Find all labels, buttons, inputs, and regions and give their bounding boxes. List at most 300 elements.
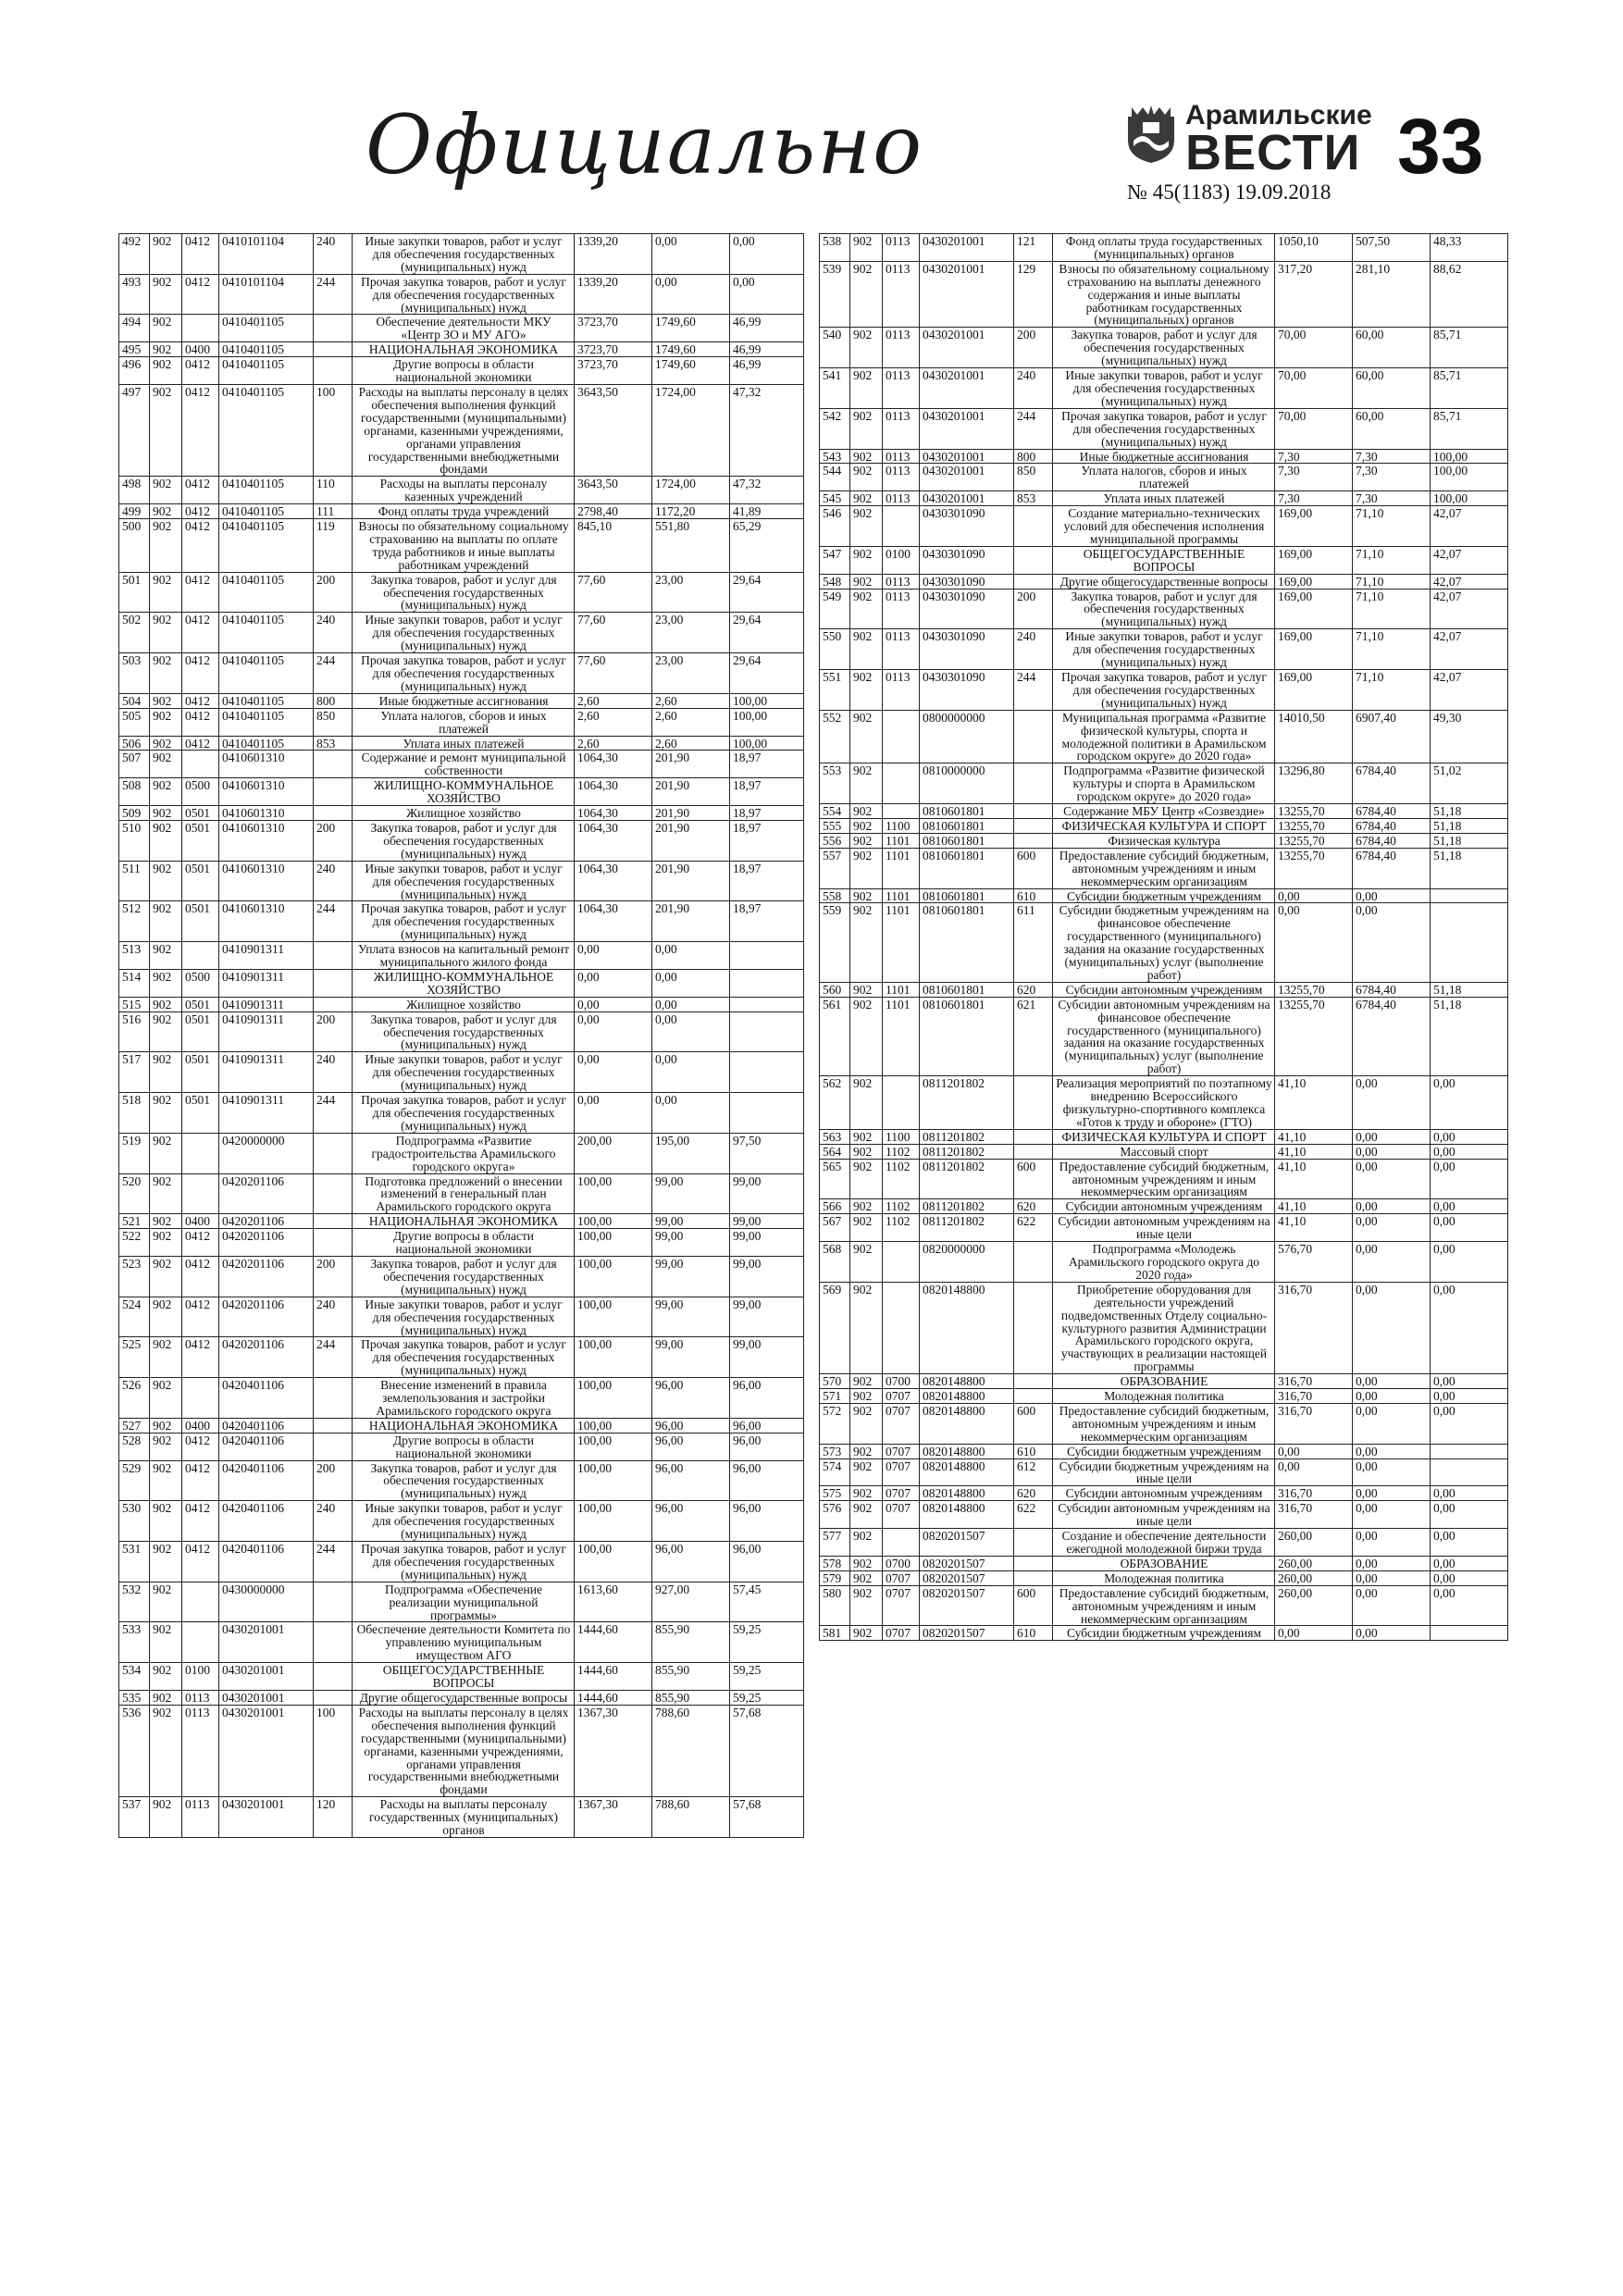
target-article-code: 0420401106 (219, 1433, 314, 1460)
execution-percent: 99,00 (730, 1337, 804, 1378)
expense-type-code (1014, 1076, 1053, 1130)
table-row (820, 1374, 1508, 1389)
section-code: 1101 (883, 903, 920, 982)
item-name: Жилищное хозяйство (353, 997, 575, 1011)
target-article-code: 0430201001 (920, 449, 1014, 464)
target-article-code: 0420201106 (219, 1229, 314, 1257)
planned-amount: 0,00 (1275, 1458, 1353, 1486)
target-article-code: 0420201106 (219, 1256, 314, 1297)
expense-type-code: 610 (1014, 1626, 1053, 1641)
section-code: 0113 (883, 234, 920, 262)
table-row (119, 997, 804, 1011)
executed-amount: 507,50 (1353, 234, 1431, 262)
admin-code: 902 (850, 408, 883, 449)
target-article-code: 0410901311 (219, 1052, 314, 1093)
table-row (820, 1529, 1508, 1557)
section-code: 0500 (182, 969, 219, 997)
target-article-code: 0810601801 (920, 888, 1014, 903)
planned-amount: 77,60 (575, 613, 652, 653)
expense-type-code: 244 (314, 1093, 353, 1134)
section-code: 0412 (182, 519, 219, 573)
executed-amount: 96,00 (652, 1433, 730, 1460)
executed-amount: 788,60 (652, 1797, 730, 1838)
section-code: 0412 (182, 1501, 219, 1542)
row-number: 533 (119, 1622, 150, 1663)
target-article-code: 0410401105 (219, 736, 314, 751)
planned-amount: 169,00 (1275, 589, 1353, 629)
execution-percent: 97,50 (730, 1133, 804, 1173)
execution-percent: 57,68 (730, 1797, 804, 1838)
executed-amount: 201,90 (652, 751, 730, 778)
planned-amount: 0,00 (575, 997, 652, 1011)
table-row (119, 1214, 804, 1229)
target-article-code: 0810601801 (920, 997, 1014, 1075)
row-number: 554 (820, 804, 850, 819)
target-article-code: 0810601801 (920, 982, 1014, 997)
item-name: Предоставление субсидий бюджетным, автономным учреждениям и иным некоммерческим организациям (1053, 1585, 1275, 1626)
admin-code: 902 (150, 357, 182, 385)
target-article-code: 0430301090 (920, 546, 1014, 574)
executed-amount: 71,10 (1353, 574, 1431, 589)
table-row (820, 804, 1508, 819)
expense-type-code (314, 1229, 353, 1257)
admin-code: 902 (150, 736, 182, 751)
planned-amount: 316,70 (1275, 1486, 1353, 1501)
expense-type-code: 110 (314, 477, 353, 504)
table-row (820, 763, 1508, 804)
expense-type-code (314, 1418, 353, 1433)
row-number: 566 (820, 1199, 850, 1214)
table-row (119, 357, 804, 385)
row-number: 514 (119, 969, 150, 997)
target-article-code: 0410401105 (219, 708, 314, 736)
planned-amount: 1064,30 (575, 751, 652, 778)
issue-number: № 45(1183) 19.09.2018 (1127, 180, 1332, 204)
item-name: Подпрограмма «Развитие физической культуры и спорта в Арамильском городском округе» до 2020 года» (1053, 763, 1275, 804)
section-code: 0412 (182, 693, 219, 708)
planned-amount: 169,00 (1275, 629, 1353, 670)
table-row (820, 1199, 1508, 1214)
section-code: 0412 (182, 1433, 219, 1460)
executed-amount: 0,00 (652, 1052, 730, 1093)
expense-type-code (314, 1378, 353, 1419)
table-row (119, 751, 804, 778)
admin-code: 902 (850, 1199, 883, 1214)
admin-code: 902 (150, 1622, 182, 1663)
admin-code: 902 (150, 1663, 182, 1691)
item-name: Создание и обеспечение деятельности ежегодной молодежной биржи труда (1053, 1529, 1275, 1557)
table-row (119, 1501, 804, 1542)
execution-percent: 57,45 (730, 1582, 804, 1622)
table-row (820, 1389, 1508, 1404)
execution-percent: 0,00 (1431, 1570, 1508, 1585)
row-number: 507 (119, 751, 150, 778)
execution-percent: 96,00 (730, 1378, 804, 1419)
executed-amount: 99,00 (652, 1173, 730, 1214)
expense-type-code: 612 (1014, 1458, 1053, 1486)
execution-percent: 0,00 (1431, 1501, 1508, 1529)
admin-code: 902 (850, 1626, 883, 1641)
admin-code: 902 (850, 234, 883, 262)
target-article-code: 0820201507 (920, 1585, 1014, 1626)
target-article-code: 0420201106 (219, 1173, 314, 1214)
section-code: 0707 (883, 1458, 920, 1486)
expense-type-code (1014, 506, 1053, 547)
executed-amount: 855,90 (652, 1663, 730, 1691)
execution-percent: 88,62 (1431, 261, 1508, 328)
planned-amount: 260,00 (1275, 1556, 1353, 1570)
row-number: 542 (820, 408, 850, 449)
table-row (119, 1690, 804, 1705)
execution-percent: 42,07 (1431, 546, 1508, 574)
target-article-code: 0820201507 (920, 1529, 1014, 1557)
table-row (119, 384, 804, 476)
item-name: Взносы по обязательному социальному страхованию на выплаты по оплате труда работников и иные выплаты работникам учреждений (353, 519, 575, 573)
table-row (119, 1582, 804, 1622)
row-number: 556 (820, 833, 850, 848)
expense-type-code: 129 (1014, 261, 1053, 328)
expense-type-code (314, 1622, 353, 1663)
row-number: 569 (820, 1282, 850, 1373)
table-row (820, 1556, 1508, 1570)
target-article-code: 0410601310 (219, 751, 314, 778)
section-code: 0113 (883, 464, 920, 491)
item-name: Прочая закупка товаров, работ и услуг для обеспечения государственных (муниципальных) нужд (1053, 670, 1275, 711)
target-article-code: 0430201001 (219, 1690, 314, 1705)
item-name: Закупка товаров, работ и услуг для обеспечения государственных (муниципальных) нужд (353, 1011, 575, 1052)
section-code: 0113 (883, 328, 920, 368)
planned-amount: 100,00 (575, 1460, 652, 1501)
table-row (119, 572, 804, 613)
executed-amount: 96,00 (652, 1542, 730, 1582)
admin-code: 902 (850, 574, 883, 589)
admin-code: 902 (850, 546, 883, 574)
planned-amount: 0,00 (575, 1093, 652, 1134)
admin-code: 902 (150, 1690, 182, 1705)
executed-amount: 0,00 (1353, 1144, 1431, 1159)
executed-amount: 0,00 (652, 234, 730, 275)
item-name: Другие вопросы в области национальной экономики (353, 1433, 575, 1460)
table-row (820, 408, 1508, 449)
executed-amount: 0,00 (1353, 1214, 1431, 1242)
executed-amount: 0,00 (1353, 1129, 1431, 1144)
row-number: 541 (820, 368, 850, 409)
expense-type-code: 600 (1014, 1159, 1053, 1199)
row-number: 574 (820, 1458, 850, 1486)
planned-amount: 13255,70 (1275, 804, 1353, 819)
admin-code: 902 (850, 1282, 883, 1373)
expense-type-code: 610 (1014, 888, 1053, 903)
execution-percent: 0,00 (1431, 1374, 1508, 1389)
planned-amount: 3723,70 (575, 342, 652, 357)
admin-code: 902 (850, 670, 883, 711)
planned-amount: 13296,80 (1275, 763, 1353, 804)
executed-amount: 2,60 (652, 693, 730, 708)
execution-percent: 100,00 (730, 693, 804, 708)
newspaper-masthead (1124, 100, 1372, 180)
row-number: 523 (119, 1256, 150, 1297)
admin-code: 902 (850, 1214, 883, 1242)
admin-code: 902 (150, 1460, 182, 1501)
row-number: 561 (820, 997, 850, 1075)
section-code: 0113 (883, 574, 920, 589)
expense-type-code: 853 (1014, 491, 1053, 506)
executed-amount: 0,00 (1353, 903, 1431, 982)
section-code: 0412 (182, 708, 219, 736)
admin-code: 902 (150, 1542, 182, 1582)
section-code: 0501 (182, 1052, 219, 1093)
section-code: 0412 (182, 572, 219, 613)
section-code (182, 1582, 219, 1622)
section-code: 0501 (182, 806, 219, 821)
planned-amount: 1444,60 (575, 1690, 652, 1705)
item-name: Уплата налогов, сборов и иных платежей (353, 708, 575, 736)
expense-type-code: 600 (1014, 1585, 1053, 1626)
execution-percent: 29,64 (730, 653, 804, 694)
execution-percent: 0,00 (1431, 1529, 1508, 1557)
expense-type-code (314, 997, 353, 1011)
target-article-code: 0410401105 (219, 519, 314, 573)
item-name: Реализация мероприятий по поэтапному внедрению Всероссийского физкультурно-спортивного комплекса «Готов к труду и обороне» (ГТО) (1053, 1076, 1275, 1130)
item-name: Закупка товаров, работ и услуг для обеспечения государственных (муниципальных) нужд (1053, 589, 1275, 629)
execution-percent: 51,18 (1431, 818, 1508, 833)
admin-code: 902 (150, 820, 182, 861)
row-number: 571 (820, 1389, 850, 1404)
target-article-code: 0820148800 (920, 1389, 1014, 1404)
expense-type-code (1014, 1389, 1053, 1404)
expense-type-code: 244 (1014, 670, 1053, 711)
admin-code: 902 (150, 1337, 182, 1378)
item-name: ОБРАЗОВАНИЕ (1053, 1556, 1275, 1570)
table-row (820, 1444, 1508, 1458)
executed-amount: 0,00 (1353, 1444, 1431, 1458)
execution-percent (1431, 888, 1508, 903)
admin-code: 902 (850, 1458, 883, 1486)
executed-amount: 0,00 (1353, 1501, 1431, 1529)
table-row (820, 833, 1508, 848)
expense-type-code (1014, 1529, 1053, 1557)
item-name: Расходы на выплаты персоналу казенных учреждений (353, 477, 575, 504)
section-code: 0700 (883, 1374, 920, 1389)
section-code: 0412 (182, 234, 219, 275)
item-name: Иные закупки товаров, работ и услуг для обеспечения государственных (муниципальных) нужд (353, 234, 575, 275)
row-number: 539 (820, 261, 850, 328)
execution-percent: 65,29 (730, 519, 804, 573)
row-number: 515 (119, 997, 150, 1011)
planned-amount: 2,60 (575, 708, 652, 736)
item-name: Содержание МБУ Центр «Созвездие» (1053, 804, 1275, 819)
execution-percent: 51,02 (1431, 763, 1508, 804)
target-article-code: 0420201106 (219, 1337, 314, 1378)
table-row (820, 629, 1508, 670)
execution-percent: 51,18 (1431, 804, 1508, 819)
row-number: 550 (820, 629, 850, 670)
admin-code: 902 (850, 982, 883, 997)
table-row (820, 1282, 1508, 1373)
execution-percent: 0,00 (1431, 1389, 1508, 1404)
expense-type-code: 600 (1014, 1403, 1053, 1444)
row-number: 528 (119, 1433, 150, 1460)
table-row (820, 903, 1508, 982)
target-article-code: 0410401105 (219, 357, 314, 385)
target-article-code: 0410401105 (219, 653, 314, 694)
planned-amount: 2,60 (575, 693, 652, 708)
table-row (119, 1433, 804, 1460)
admin-code: 902 (850, 589, 883, 629)
execution-percent: 100,00 (1431, 491, 1508, 506)
table-row (119, 969, 804, 997)
admin-code: 902 (850, 1129, 883, 1144)
planned-amount: 3643,50 (575, 384, 652, 476)
row-number: 517 (119, 1052, 150, 1093)
section-code: 0113 (883, 491, 920, 506)
target-article-code: 0430301090 (920, 629, 1014, 670)
execution-percent: 96,00 (730, 1542, 804, 1582)
target-article-code: 0420401106 (219, 1501, 314, 1542)
executed-amount: 0,00 (1353, 1529, 1431, 1557)
admin-code: 902 (150, 477, 182, 504)
executed-amount: 6784,40 (1353, 982, 1431, 997)
target-article-code: 0410901311 (219, 969, 314, 997)
planned-amount: 77,60 (575, 572, 652, 613)
item-name: Субсидии бюджетным учреждениям на финансовое обеспечение государственного (муниципального) задания на оказание государственных (муниципальных) услуг (выполнение работ) (1053, 903, 1275, 982)
execution-percent (1431, 1444, 1508, 1458)
table-row (820, 368, 1508, 409)
table-row (820, 546, 1508, 574)
table-row (820, 1144, 1508, 1159)
target-article-code: 0820148800 (920, 1444, 1014, 1458)
table-row (119, 1173, 804, 1214)
section-code: 1101 (883, 997, 920, 1075)
row-number: 506 (119, 736, 150, 751)
section-code: 0113 (883, 408, 920, 449)
section-code (182, 751, 219, 778)
row-number: 529 (119, 1460, 150, 1501)
execution-percent: 46,99 (730, 342, 804, 357)
admin-code: 902 (850, 848, 883, 888)
expense-type-code: 200 (314, 1460, 353, 1501)
expense-type-code: 244 (314, 1337, 353, 1378)
row-number: 525 (119, 1337, 150, 1378)
executed-amount: 71,10 (1353, 670, 1431, 711)
target-article-code: 0420201106 (219, 1297, 314, 1337)
table-row (820, 670, 1508, 711)
table-row (820, 1076, 1508, 1130)
planned-amount: 13255,70 (1275, 818, 1353, 833)
admin-code: 902 (150, 504, 182, 519)
executed-amount: 96,00 (652, 1460, 730, 1501)
item-name: Взносы по обязательному социальному страхованию на выплаты денежного содержания и иные выплаты работникам государственных (муниципальных) органов (1053, 261, 1275, 328)
table-row (820, 818, 1508, 833)
target-article-code: 0820148800 (920, 1501, 1014, 1529)
table-row (119, 1622, 804, 1663)
admin-code: 902 (850, 449, 883, 464)
expense-type-code: 611 (1014, 903, 1053, 982)
row-number: 513 (119, 942, 150, 970)
execution-percent: 18,97 (730, 861, 804, 901)
execution-percent: 18,97 (730, 806, 804, 821)
planned-amount: 100,00 (575, 1173, 652, 1214)
row-number: 540 (820, 328, 850, 368)
row-number: 527 (119, 1418, 150, 1433)
target-article-code: 0430201001 (920, 408, 1014, 449)
execution-percent: 0,00 (1431, 1076, 1508, 1130)
executed-amount: 201,90 (652, 901, 730, 942)
execution-percent: 41,89 (730, 504, 804, 519)
expense-type-code (314, 969, 353, 997)
item-name: Подпрограмма «Обеспечение реализации муниципальной программы» (353, 1582, 575, 1622)
executed-amount: 6907,40 (1353, 710, 1431, 763)
admin-code: 902 (850, 833, 883, 848)
item-name: Внесение изменений в правила землепользования и застройки Арамильского городского округа (353, 1378, 575, 1419)
execution-percent: 85,71 (1431, 328, 1508, 368)
row-number: 537 (119, 1797, 150, 1838)
item-name: Расходы на выплаты персоналу государственных (муниципальных) органов (353, 1797, 575, 1838)
expense-type-code (1014, 1242, 1053, 1283)
expense-type-code (314, 342, 353, 357)
admin-code: 902 (150, 1418, 182, 1433)
row-number: 578 (820, 1556, 850, 1570)
expense-type-code: 240 (1014, 629, 1053, 670)
planned-amount: 70,00 (1275, 368, 1353, 409)
expense-type-code: 200 (1014, 328, 1053, 368)
table-row (119, 736, 804, 751)
table-row (820, 491, 1508, 506)
section-code: 0501 (182, 1093, 219, 1134)
row-number: 532 (119, 1582, 150, 1622)
item-name: Иные бюджетные ассигнования (1053, 449, 1275, 464)
item-name: Предоставление субсидий бюджетным, автономным учреждениям и иным некоммерческим организациям (1053, 848, 1275, 888)
target-article-code: 0810601801 (920, 818, 1014, 833)
section-code: 0113 (182, 1705, 219, 1796)
admin-code: 902 (150, 274, 182, 315)
table-row (820, 234, 1508, 262)
execution-percent: 59,25 (730, 1663, 804, 1691)
planned-amount: 1613,60 (575, 1582, 652, 1622)
table-row (119, 1052, 804, 1093)
admin-code: 902 (150, 342, 182, 357)
execution-percent: 96,00 (730, 1501, 804, 1542)
executed-amount: 201,90 (652, 806, 730, 821)
row-number: 549 (820, 589, 850, 629)
executed-amount: 855,90 (652, 1690, 730, 1705)
row-number: 531 (119, 1542, 150, 1582)
section-code: 1101 (883, 982, 920, 997)
admin-code: 902 (850, 491, 883, 506)
planned-amount: 2,60 (575, 736, 652, 751)
item-name: Субсидии автономным учреждениям (1053, 982, 1275, 997)
planned-amount: 14010,50 (1275, 710, 1353, 763)
table-row (820, 710, 1508, 763)
executed-amount: 60,00 (1353, 368, 1431, 409)
table-row (820, 1159, 1508, 1199)
admin-code: 902 (850, 1389, 883, 1404)
table-row (119, 1542, 804, 1582)
target-article-code: 0410601310 (219, 778, 314, 806)
execution-percent: 99,00 (730, 1229, 804, 1257)
item-name: Субсидии бюджетным учреждениям (1053, 1626, 1275, 1641)
target-article-code: 0810601801 (920, 848, 1014, 888)
planned-amount: 77,60 (575, 653, 652, 694)
planned-amount: 845,10 (575, 519, 652, 573)
target-article-code: 0820148800 (920, 1486, 1014, 1501)
item-name: Массовый спорт (1053, 1144, 1275, 1159)
admin-code: 902 (150, 572, 182, 613)
section-code: 0412 (182, 384, 219, 476)
admin-code: 902 (150, 1378, 182, 1419)
admin-code: 902 (150, 613, 182, 653)
execution-percent: 42,07 (1431, 574, 1508, 589)
